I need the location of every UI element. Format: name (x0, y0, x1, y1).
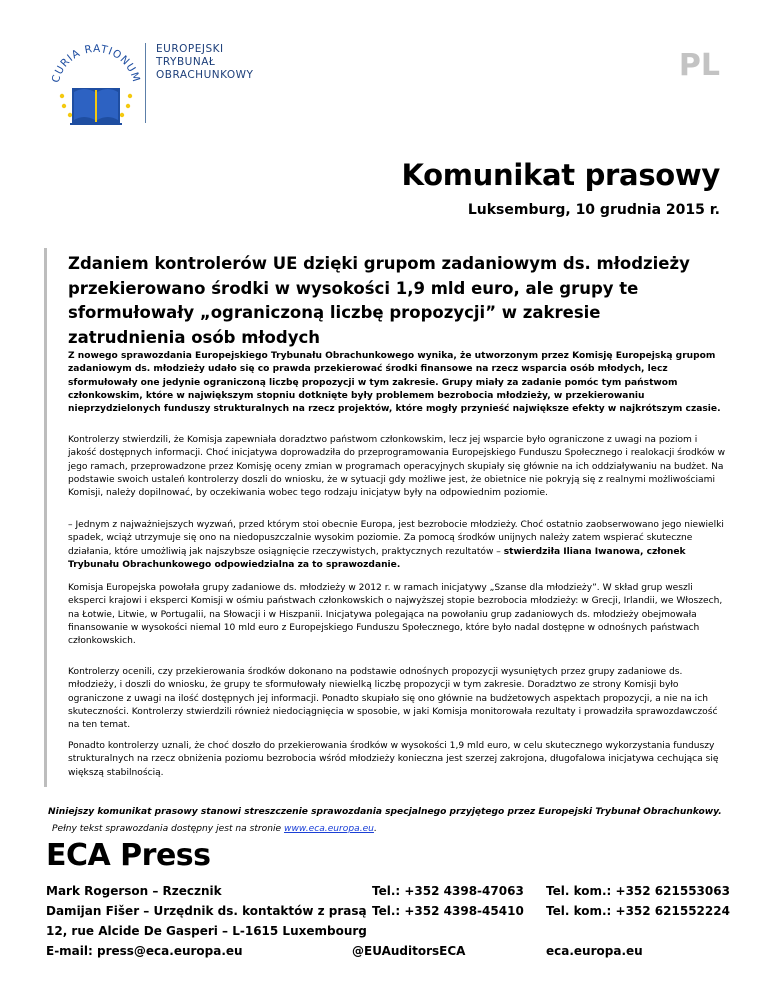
org-name-line: TRYBUNAŁ (156, 56, 216, 68)
org-name-block (145, 43, 253, 123)
postal-address: 12, rue Alcide De Gasperi – L-1615 Luxembourg (46, 924, 367, 938)
quote-attribution: stwierdziła Iliana Iwanowa, członek Trybunału Obrachunkowego odpowiedzialna za to sprawozdanie. (68, 546, 686, 570)
quote-paragraph (68, 519, 728, 572)
twitter-handle[interactable]: @EUAuditorsECA (352, 944, 466, 958)
mobile-1: Tel. kom.: +352 621553063 (546, 884, 730, 898)
headline: Zdaniem kontrolerów UE dzięki grupom zadaniowym ds. młodzieży przekierowano środki w wysokości 1,9 mld euro, ale grupy te sformułowały „ograniczoną liczbę propozycji” w zakresie zatrudnienia osób młodych (68, 254, 690, 347)
left-vertical-rule (44, 248, 47, 787)
language-code: PL (678, 48, 720, 83)
eca-website-link[interactable]: www.eca.europa.eu (284, 824, 374, 834)
note-suffix: . (373, 824, 377, 834)
document-type-title: Komunikat prasowy (401, 158, 720, 192)
mobile-2: Tel. kom.: +352 621552224 (546, 904, 730, 918)
email-contact[interactable]: E-mail: press@eca.europa.eu (46, 944, 243, 958)
body-paragraph: Komisja Europejska powołała grupy zadaniowe ds. młodzieży w 2012 r. w ramach inicjatywy „Szanse dla młodzieży”. W skład grup weszli eksperci krajowi i eksperci Komisji w ośmiu państwach członkowskich o najwyższej stopie bezrobocia młodzieży: w Grecji, Irlandii, we Włoszech, na Łotwie, Litwie, w Portugalii, na Słowacji i w Hiszpanii. Inicjatywa polegająca na powołaniu grup zadaniowych ds. młodzieży obejmowała finansowanie w wysokości niemal 10 mld euro z Europejskiego Funduszu Społecznego, które było nadal dostępne w odnośnych państwach członkowskich. (68, 583, 723, 647)
phone-1: Tel.: +352 4398-47063 (372, 884, 524, 898)
body-paragraph: Kontrolerzy stwierdzili, że Komisja zapewniała doradztwo państwom członkowskim, lecz jej wsparcie było ograniczone z uwagi na poziom i jakość dostępnych informacji. Choć inicjatywa doprowadziła do przeprogramowania Europejskiego Funduszu Społecznego i realokacji środków w jego ramach, przeprowadzone przez Komisję oceny zmian w programach operacyjnych skupiały się głównie na ich oddziaływaniu na budżet. Na podstawie swoich ustaleń kontrolerzy doszli do wniosku, że w sytuacji gdy możliwe jest, że obietnice nie pokryją się z realnymi możliwościami Komisji, należy dopilnować, by oczekiwania wobec tego rodzaju inicjatyw były na odpowiednim poziomie. (68, 435, 726, 499)
org-name-line: EUROPEJSKI (156, 43, 224, 55)
body-paragraph: Ponadto kontrolerzy uznali, że choć doszło do przekierowania środków w wysokości 1,9 mld euro, w celu skutecznego wykorzystania funduszy strukturalnych na rzecz obniżenia poziomu bezrobocia wśród młodzieży konieczna jest szerzej zakrojona, długofalowa inicjatywa cechująca się większą stabilnością. (68, 741, 719, 778)
quote-text: – Jednym z najważniejszych wyzwań, przed którym stoi obecnie Europa, jest bezrobocie młodzieży. Choć ostatnio zaobserwowano jego niewielki spadek, wciąż utrzymuje się ono na niedopuszczalnie wysokim poziomie. Za pomocą środków unijnych należy zatem wspierać skuteczne działania, które umożliwią jak najszybsze osiągnięcie rzeczywistych, praktycznych rezultatów – (68, 520, 724, 557)
place-and-date: Luksemburg, 10 grudnia 2015 r. (467, 202, 720, 218)
press-section-title: ECA Press (46, 838, 211, 873)
logo-motto: CURIA RATIONUM (49, 42, 143, 85)
note-line: Niniejszy komunikat prasowy stanowi streszczenie sprawozdania specjalnego przyjętego przez Europejski Trybunał Obrachunkowy. (48, 807, 722, 817)
note-prefix: Pełny tekst sprawozdania dostępny jest na stronie (52, 824, 285, 834)
website[interactable]: eca.europa.eu (546, 944, 643, 958)
contact-press-officer: Damijan Fišer – Urzędnik ds. kontaktów z prasą (46, 904, 367, 918)
summary-note (48, 804, 728, 838)
note-line (48, 821, 728, 838)
body-paragraph: Kontrolerzy ocenili, czy przekierowania środków dokonano na podstawie odnośnych propozycji wysuniętych przez grupy zadaniowe ds. młodzieży, i doszli do wniosku, że grupy te sformułowały niewielką liczbę propozycji w tym zakresie. Doradztwo ze strony Komisji było ograniczone z uwagi na ilość dostępnych jej informacji. Ponadto skupiało się ono głównie na budżetowych aspektach propozycji, a nie na ich skuteczności. Kontrolerzy stwierdzili również niedociągnięcia w sposobie, w jaki Komisja monitorowała rezultaty i prowadziła sprawozdawczość na ten temat. (68, 667, 718, 731)
contact-spokesperson: Mark Rogerson – Rzecznik (46, 884, 222, 898)
book-icon (70, 88, 122, 124)
phone-2: Tel.: +352 4398-45410 (372, 904, 524, 918)
org-name-line: OBRACHUNKOWY (156, 69, 254, 81)
lead-paragraph: Z nowego sprawozdania Europejskiego Trybunału Obrachunkowego wynika, że utworzonym przez Komisję Europejską grupom zadaniowym ds. młodzieży udało się co prawda przekierować środki finansowe na rzecz wsparcia osób młodych, lecz sformułowały one jedynie ograniczoną liczbę propozycji w tym zakresie. Grupy miały za zadanie pomóc tym państwom członkowskim, które w największym stopniu dotknięte były problemem bezrobocia młodzieży, w przekierowaniu nieprzydzielonych funduszy strukturalnych na rzecz projektów, które mogły przynieść największe efekty w najkrótszym czasie. (68, 351, 721, 415)
eca-logo (44, 34, 148, 138)
